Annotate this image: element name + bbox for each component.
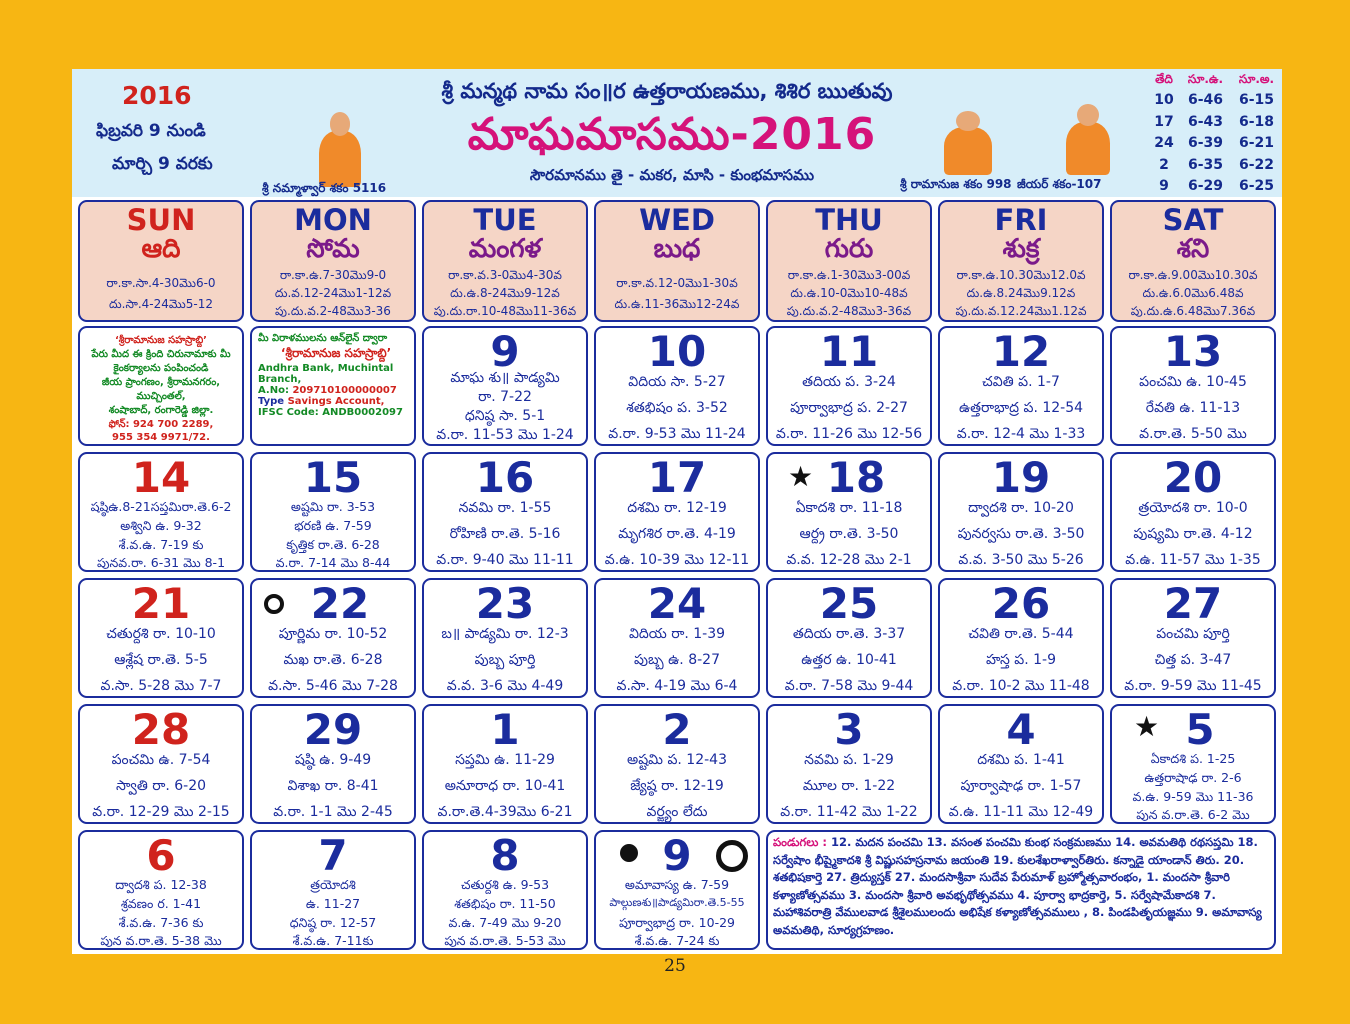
day-cell: 25 తదియ రా.తె. 3-37 ఉత్తర ఉ. 10-41 వ.రా. 7-58 మొ 9-44 xyxy=(766,578,932,698)
day-header-sun: SUN ఆది రా.కా.సా.4-30మొ6-0 దు.సా.4-24మొ5-12 xyxy=(78,200,244,322)
day-cell: 13 పంచమి ఉ. 10-45 రేవతి ఉ. 11-13 వ.రా.తె. 5-50 మొ xyxy=(1110,326,1276,446)
festivals-box xyxy=(766,830,1276,950)
sun-table-row: 24 6-39 6-21 xyxy=(1154,135,1275,152)
day-header-thu: THU గురు రా.కా.ఉ.1-30మొ3-00వ దు.ఉ.10-0మొ10-48వ పు.దు.వ.2-48మొ3-36వ xyxy=(766,200,932,322)
solar-eclipse-icon xyxy=(716,840,748,872)
year-label: 2016 xyxy=(122,81,192,110)
day-cell: 20 త్రయోదశి రా. 10-0 పుష్యమి రా.తె. 4-12 వ.ఉ. 11-57 మొ 1-35 xyxy=(1110,452,1276,572)
star-icon: ★ xyxy=(1134,710,1160,743)
day-cell: 6 ద్వాదశి ప. 12-38 శ్రవణం ర. 1-41 శే.వ.ఉ. 7-36 కు పున వ.రా.తె. 5-38 మొ xyxy=(78,830,244,950)
day-cell: 8 చతుర్దశి ఉ. 9-53 శతభిషం రా. 11-50 వ.ఉ. 7-49 మొ 9-20 పున వ.రా.తె. 5-53 మొ xyxy=(422,830,588,950)
day-cell: 2 అష్టమి ప. 12-43 జ్యేష్ఠ రా. 12-19 వర్జ్యం లేదు xyxy=(594,704,760,824)
sun-table-row: 2 6-35 6-22 xyxy=(1159,156,1275,173)
solar-month-line: సౌరమానము తై - మకర, మాసి - కుంభమాసము xyxy=(529,166,815,184)
day-cell: 26 చవితి రా.తె. 5-44 హస్త ప. 1-9 వ.రా. 10-2 మొ 11-48 xyxy=(938,578,1104,698)
day-cell: 10 విదియ సా. 5-27 శతభిషం ప. 3-52 వ.రా. 9-53 మొ 11-24 xyxy=(594,326,760,446)
sun-table-row: 17 6-43 6-18 xyxy=(1154,113,1275,130)
day-cell: 17 దశమి రా. 12-19 మృగశిర రా.తె. 4-19 వ.ఉ. 10-39 మొ 12-11 xyxy=(594,452,760,572)
saint-caption: జీయర్ శకం-107 xyxy=(1017,177,1102,191)
day-cell: 22 పూర్ణిమ రా. 10-52 మఖ రా.తె. 6-28 వ.సా. 5-46 మొ 7-28 xyxy=(250,578,416,698)
saint-image xyxy=(1060,99,1116,175)
day-cell: 16 నవమి రా. 1-55 రోహిణి రా.తె. 5-16 వ.రా. 9-40 మొ 11-11 xyxy=(422,452,588,572)
day-header-tue: TUE మంగళ రా.కా.వ.3-0మొ4-30వ దు.ఉ.8-24మొ9-12వ పు.దు.రా.10-48మొ11-36వ xyxy=(422,200,588,322)
day-cell: 4 దశమి ప. 1-41 పూర్వాషాఢ రా. 1-57 వ.ఉ. 11-11 మొ 12-49 xyxy=(938,704,1104,824)
saint-image xyxy=(314,107,366,187)
day-cell: 19 ద్వాదశి రా. 10-20 పునర్వసు రా.తె. 3-50 వ.వ. 3-50 మొ 5-26 xyxy=(938,452,1104,572)
day-cell: 1 సప్తమి ఉ. 11-29 అనూరాధ రా. 10-41 వ.రా.తె.4-39మొ 6-21 xyxy=(422,704,588,824)
day-cell: 15 అష్టమి రా. 3-53 భరణి ఉ. 7-59 కృత్తిక రా.తె. 6-28 వ.రా. 7-14 మొ 8-44 xyxy=(250,452,416,572)
day-cell: 27 పంచమి పూర్తి చిత్త ప. 3-47 వ.రా. 9-59 మొ 11-45 xyxy=(1110,578,1276,698)
day-header-wed: WED బుధ రా.కా.వ.12-0మొ1-30వ దు.ఉ.11-36మొ12-24వ xyxy=(594,200,760,322)
calendar-sheet xyxy=(72,69,1282,954)
star-icon: ★ xyxy=(788,460,814,493)
sunrise-sunset-table xyxy=(1148,69,1282,197)
calendar-header xyxy=(72,69,1282,197)
festivals-text: 12. మదన పంచమి 13. వసంత పంచమి కుంభ సంక్రమణము 14. అవమతిథి రథసప్తమి 18. సర్వేషాం భీష్మైకాదశి శ్రీ విష్ణుసహస్రనామ జయంతి 19. కులశేఖరాళ్వార్‌తిరు. కన్నాడై యాండాన్ తిరు. 20. శతభిషకార్తె 27. త్రిద్యుస్తక్ 27. మందసాశ్రీవా సుదేవ పేరుమాళ్ బ్రహ్మోత్సవారంభం, 1. మందసా శ్రీవారి కళ్యాణోత్సవము 3. మందసా శ్రీవారి అవభృథోత్సవము 4. పూర్వా భాద్రకార్తె, 5. సర్వేషామేకాదశి 7. మహాశివరాత్రి వేములవాడ శ్రీశైలములందు అభిషేక కళ్యాణోత్సవములు , 8. పిండపితృయజ్ఞము 9. అమావాస్య అవమతిథి, సూర్యగ్రహణం. xyxy=(773,835,1262,937)
day-cell: 11 తదియ ప. 3-24 పూర్వాభాద్ర ప. 2-27 వ.రా. 11-26 మొ 12-56 xyxy=(766,326,932,446)
day-cell: 21 చతుర్దశి రా. 10-10 ఆశ్లేష రా.తె. 5-5 వ.సా. 5-28 మొ 7-7 xyxy=(78,578,244,698)
saint-caption: శ్రీ రామానుజ శకం 998 xyxy=(900,177,1012,191)
day-cell: 28 పంచమి ఉ. 7-54 స్వాతి రా. 6-20 వ.రా. 12-29 మొ 2-15 xyxy=(78,704,244,824)
day-cell: 7 త్రయోదశి ఉ. 11-27 ధనిష్ఠ రా. 12-57 శే.వ.ఉ. 7-11కు xyxy=(250,830,416,950)
date-range-end: మార్చి 9 వరకు xyxy=(112,154,213,174)
day-cell: ★ 18 ఏకాదశి రా. 11-18 ఆర్ద్ర రా.తె. 3-50 వ.వ. 12-28 మొ 2-1 xyxy=(766,452,932,572)
day-cell: 29 షష్ఠి ఉ. 9-49 విశాఖ రా. 8-41 వ.రా. 1-1 మొ 2-45 xyxy=(250,704,416,824)
day-cell: 12 చవితి ప. 1-7 ఉత్తరాభాద్ర ప. 12-54 వ.రా. 12-4 మొ 1-33 xyxy=(938,326,1104,446)
day-cell: 3 నవమి ప. 1-29 మూల రా. 1-22 వ.రా. 11-42 మొ 1-22 xyxy=(766,704,932,824)
sun-table-header: తేది సూ.ఉ. సూ.అ. xyxy=(1155,72,1275,86)
day-cell: 23 బ॥ పాడ్యమి రా. 12-3 పుబ్బ పూర్తి వ.వ. 3-6 మొ 4-49 xyxy=(422,578,588,698)
year-season-line: శ్రీ మన్మథ నామ సం॥ర ఉత్తరాయణము, శిశిర ఋతువు xyxy=(441,79,893,103)
bank-details-notice: మీ విరాళములను ఆన్‌లైన్ ద్వారా ‘శ్రీరామానుజ సహస్రాబ్ది’ Andhra Bank, Muchintal Branch, A.No: 209710100000007 Type Savings Account, IFSC Code: ANDB0002097 xyxy=(250,326,416,446)
day-header-fri: FRI శుక్ర రా.కా.ఉ.10.30మొ12.0వ దు.ఉ.8.24మొ9.12వ పు.దు.వ.12.24మొ1.12వ xyxy=(938,200,1104,322)
day-cell: 24 విదియ రా. 1-39 పుబ్బ ఉ. 8-27 వ.సా. 4-19 మొ 6-4 xyxy=(594,578,760,698)
month-title: మాఘమాసము-2016 xyxy=(467,109,877,160)
date-range-start: ఫిబ్రవరి 9 నుండి xyxy=(96,121,206,141)
day-cell: 14 షష్ఠిఉ.8-21సప్తమిరా.తె.6-2 అశ్విని ఉ. 9-32 శే.వ.ఉ. 7-19 కు పునవ.రా. 6-31 మొ 8-1 xyxy=(78,452,244,572)
day-cell: 9 అమావాస్య ఉ. 7-59 పాల్గుణశు॥పాడ్యమిరా.తె.5-55 పూర్వాభాద్ర రా. 10-29 శే.వ.ఉ. 7-24 కు xyxy=(594,830,760,950)
saint-image xyxy=(938,107,998,175)
festivals-label: పండుగలు : xyxy=(773,835,831,849)
day-header-sat: SAT శని రా.కా.ఉ.9.00మొ10.30వ దు.ఉ.6.0మొ6.48వ పు.దు.ఉ.6.48మొ7.36వ xyxy=(1110,200,1276,322)
day-header-mon: MON సోమ రా.కా.ఉ.7-30మొ9-0 దు.వ.12-24మొ1-12వ పు.దు.వ.2-48మొ3-36 xyxy=(250,200,416,322)
day-cell: 9 మాఘ శు॥ పాడ్యమి రా. 7-22 ధనిష్ఠ సా. 5-1 వ.రా. 11-53 మొ 1-24 xyxy=(422,326,588,446)
donation-notice: ‘శ్రీరామానుజ సహస్రాబ్ది’ పేరు మీద ఈ క్రింది చిరునామాకు మీ కైంకర్యాలను పంపించండి జీయ ప్రాంగణం, శ్రీరామనగరం, ముచ్చింతల్, శంషాబాద్, రంగారెడ్డి జిల్లా. ఫోన్: 924 700 2289, 955 354 9971/72. xyxy=(78,326,244,446)
sun-table-row: 9 6-29 6-25 xyxy=(1159,177,1275,194)
day-cell: ★ 5 ఏకాదశి ప. 1-25 ఉత్తరాషాఢ రా. 2-6 వ.ఉ. 9-59 మొ 11-36 పున వ.రా.తె. 6-2 మొ xyxy=(1110,704,1276,824)
sun-table-row: 10 6-46 6-15 xyxy=(1154,92,1275,109)
saint-caption: శ్రీ నమ్మాళ్వార్ శకం 5116 xyxy=(262,181,387,195)
page-number: 25 xyxy=(664,956,686,976)
